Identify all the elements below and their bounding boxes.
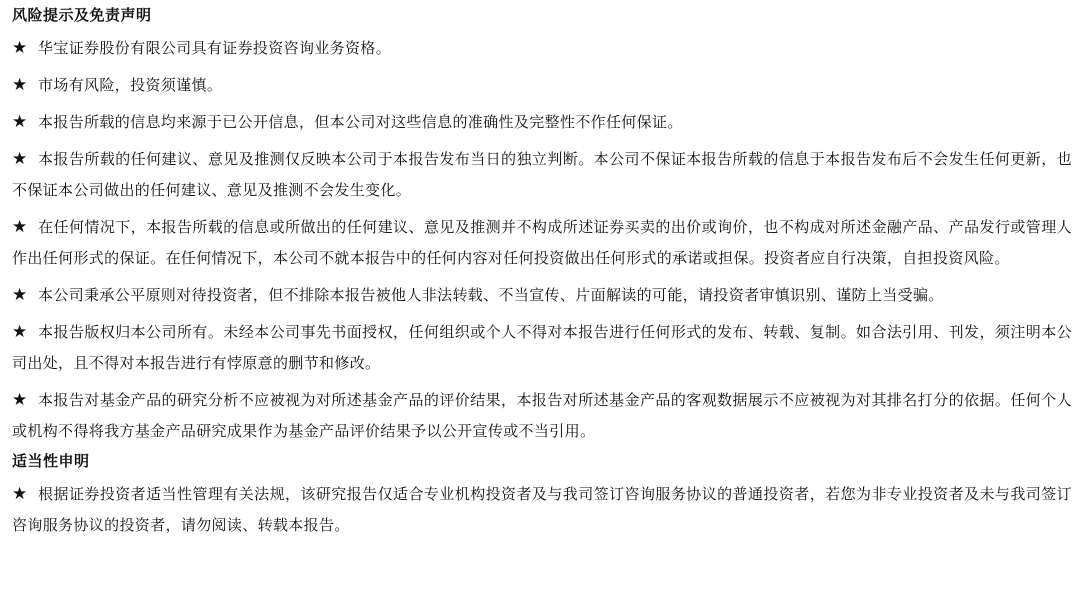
disclaimer-item: ★ 市场有风险，投资须谨慎。 <box>12 70 1072 101</box>
suitability-item: ★ 根据证券投资者适当性管理有关法规，该研究报告仅适合专业机构投资者及与我司签订咨询服务协议的普通投资者，若您为非专业投资者及未与我司签订咨询服务协议的投资者，请勿阅读、转载本报告。 <box>12 479 1072 541</box>
star-bullet-icon: ★ <box>12 112 28 132</box>
star-bullet-icon: ★ <box>12 149 28 169</box>
star-bullet-icon: ★ <box>12 38 28 58</box>
star-bullet-icon: ★ <box>12 322 28 342</box>
disclaimer-item: ★ 本报告版权归本公司所有。未经本公司事先书面授权，任何组织或个人不得对本报告进行任何形式的发布、转载、复制。如合法引用、刊发，须注明本公司出处，且不得对本报告进行有悖原意的删节和修改。 <box>12 317 1072 379</box>
disclaimer-item: ★ 本报告对基金产品的研究分析不应被视为对所述基金产品的评价结果，本报告对所述基金产品的客观数据展示不应被视为对其排名打分的依据。任何个人或机构不得将我方基金产品研究成果作为基金产品评价结果予以公开宣传或不当引用。 <box>12 385 1072 447</box>
disclaimer-item: ★ 本报告所载的信息均来源于已公开信息，但本公司对这些信息的准确性及完整性不作任何保证。 <box>12 107 1072 138</box>
star-bullet-icon: ★ <box>12 217 28 237</box>
disclaimer-item: ★ 在任何情况下，本报告所载的信息或所做出的任何建议、意见及推测并不构成所述证券买卖的出价或询价，也不构成对所述金融产品、产品发行或管理人作出任何形式的保证。在任何情况下，本公司不就本报告中的任何内容对任何投资做出任何形式的承诺或担保。投资者应自行决策，自担投资风险。 <box>12 212 1072 274</box>
suitability-heading: 适当性申明 <box>12 452 90 470</box>
disclaimer-item: ★ 华宝证券股份有限公司具有证券投资咨询业务资格。 <box>12 33 1072 64</box>
star-bullet-icon: ★ <box>12 285 28 305</box>
star-bullet-icon: ★ <box>12 390 28 410</box>
risk-disclaimer-heading: 风险提示及免责声明 <box>12 6 152 24</box>
disclaimer-item: ★ 本公司秉承公平原则对待投资者，但不排除本报告被他人非法转载、不当宣传、片面解读的可能，请投资者审慎识别、谨防上当受骗。 <box>12 280 1072 311</box>
star-bullet-icon: ★ <box>12 484 28 504</box>
star-bullet-icon: ★ <box>12 75 28 95</box>
disclaimer-item: ★ 本报告所载的任何建议、意见及推测仅反映本公司于本报告发布当日的独立判断。本公司不保证本报告所载的信息于本报告发布后不会发生任何更新，也不保证本公司做出的任何建议、意见及推测不会发生变化。 <box>12 144 1072 206</box>
